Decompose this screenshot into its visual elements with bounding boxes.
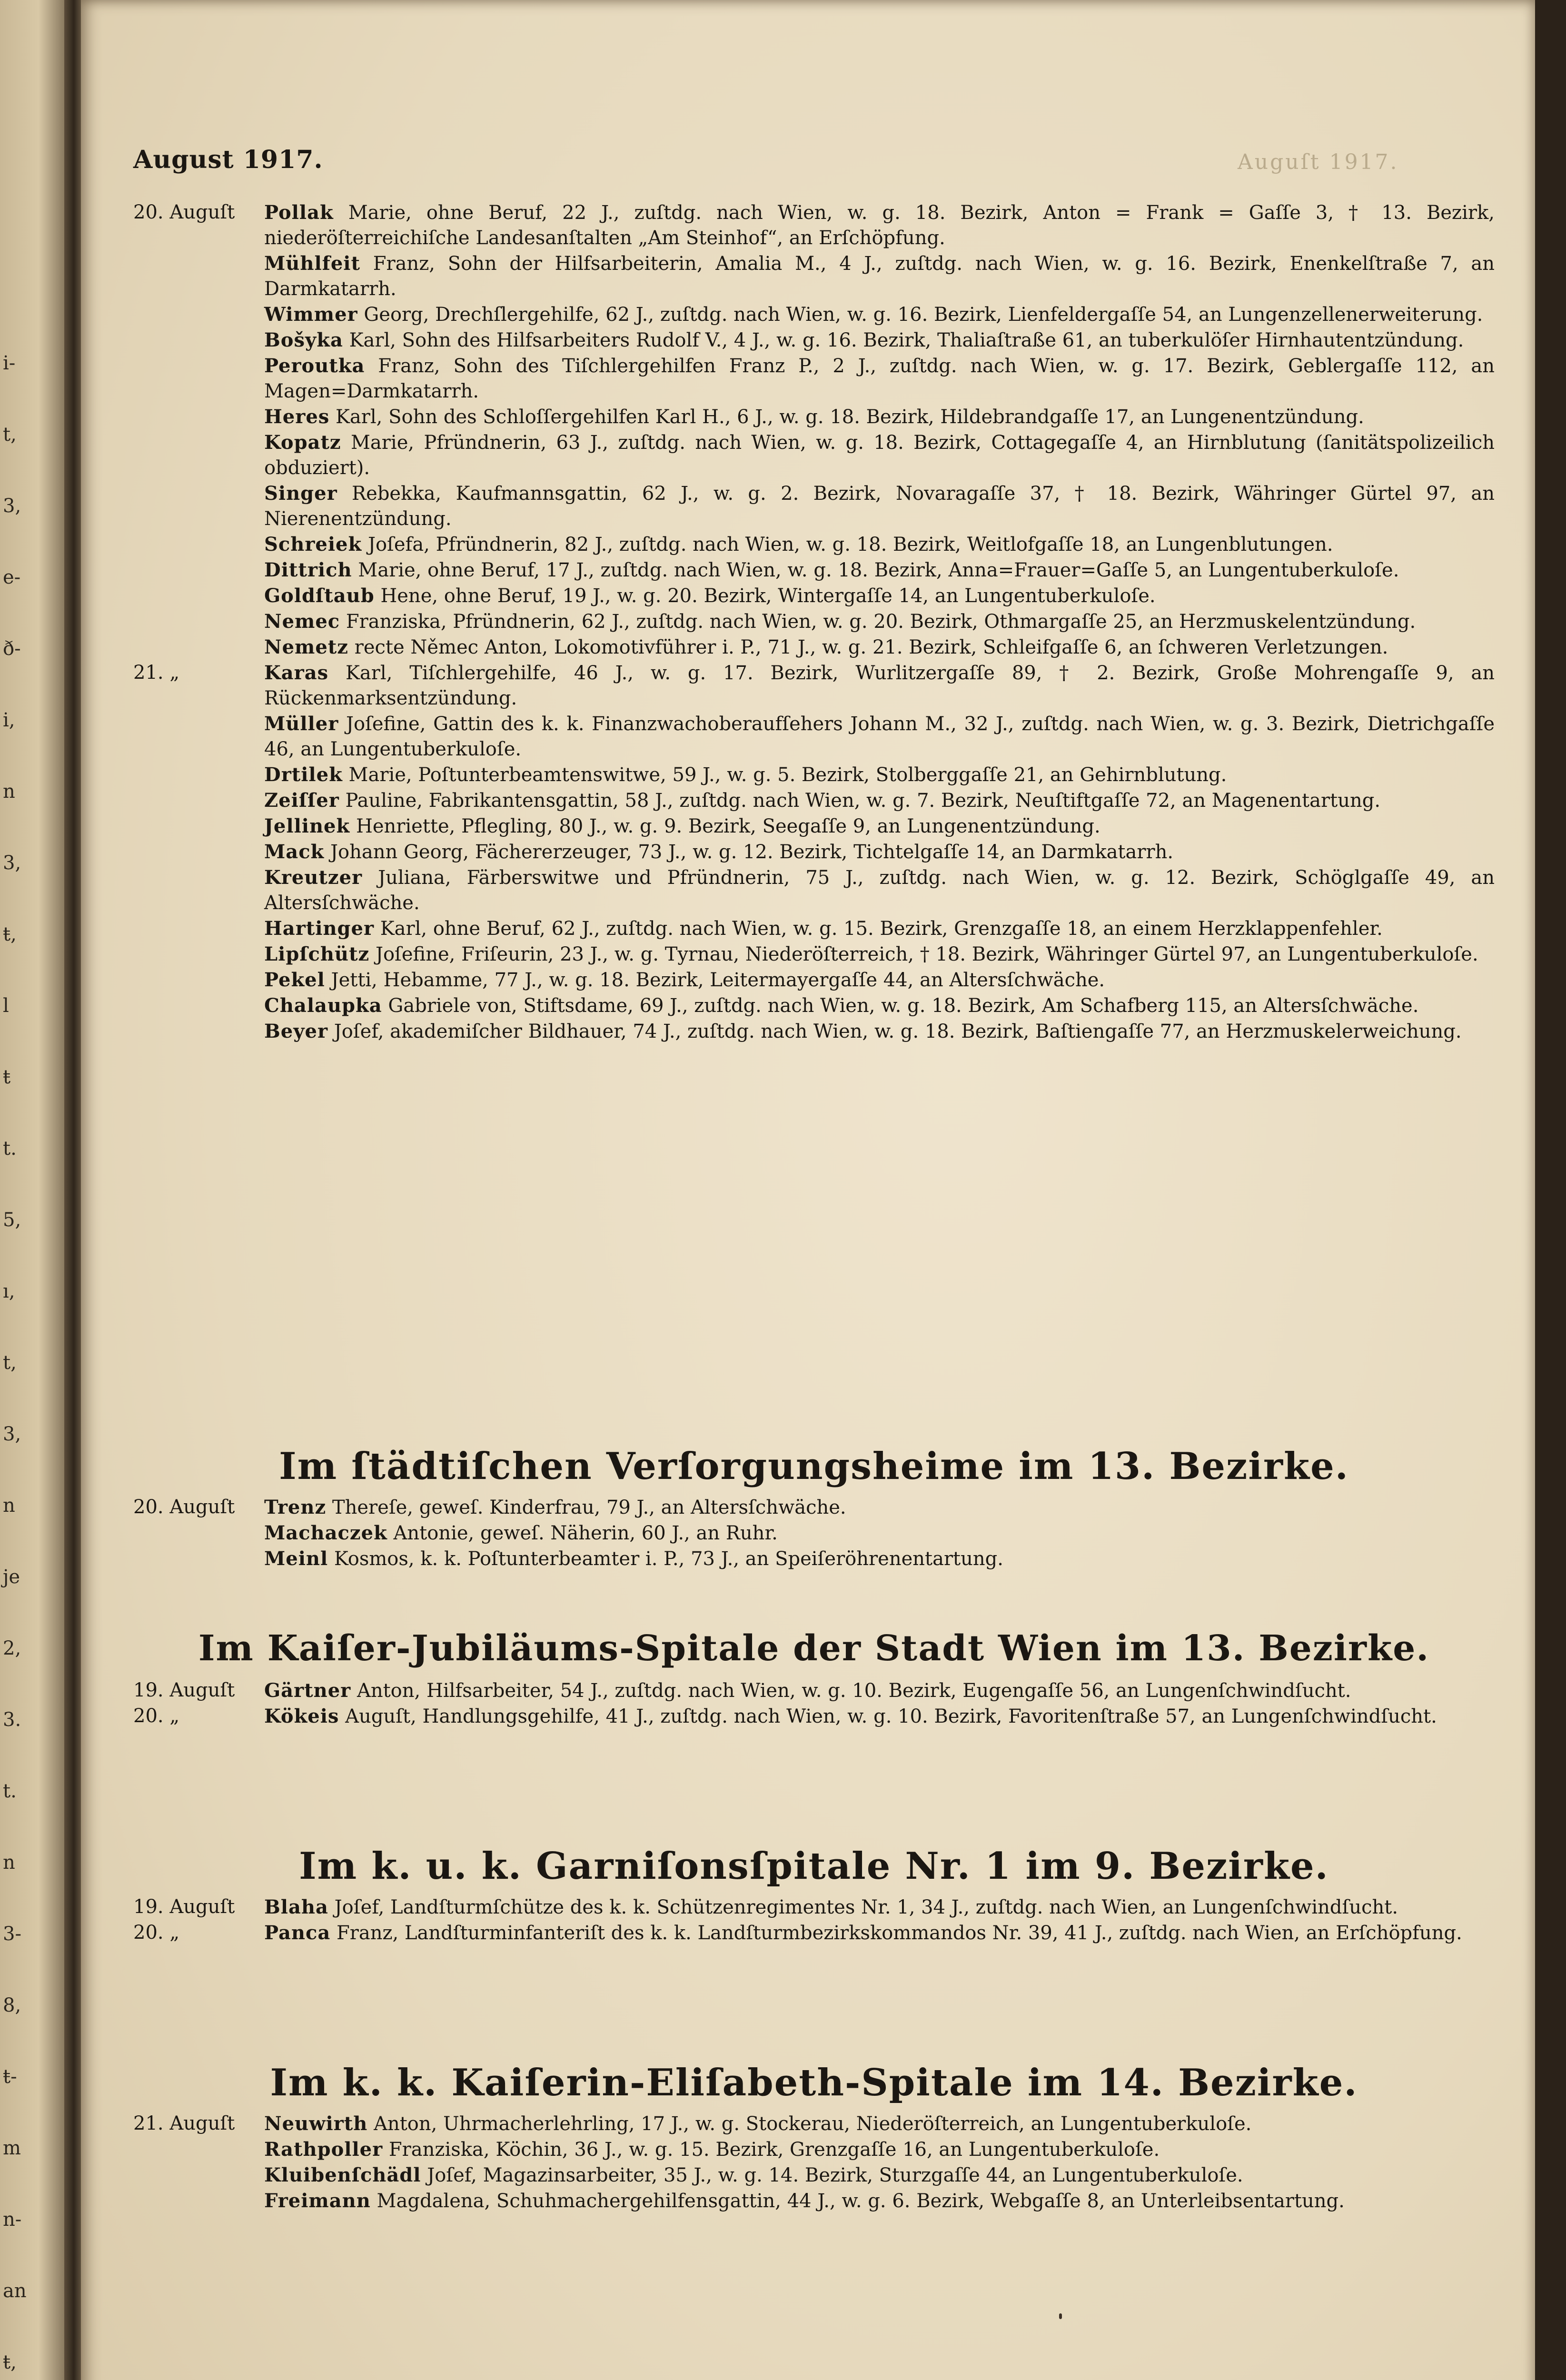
entry-body	[264, 788, 1495, 813]
book-spine	[64, 0, 83, 2380]
entry-body	[264, 993, 1495, 1019]
previous-page-fragment: ŧ	[3, 1066, 11, 1088]
previous-page-fragment: n	[3, 781, 15, 803]
entry-surname: Kopatz	[264, 431, 341, 454]
entries-section-2	[133, 1894, 1495, 1946]
scan-background	[1535, 0, 1566, 2380]
entry-surname: Goldſtaub	[264, 585, 375, 607]
death-record-entry	[133, 327, 1495, 353]
document-page	[81, 0, 1535, 2380]
entry-surname: Neuwirth	[264, 2112, 368, 2135]
death-record-entry	[133, 532, 1495, 557]
entries-main	[133, 200, 1495, 1044]
section-title-0: Im ſtädtiſchen Verſorgungsheime im 13. Bezirke.	[279, 1445, 1349, 1488]
section-title-1: Im Kaiſer-Jubiläums-Spitale der Stadt Wien im 13. Bezirke.	[198, 1628, 1430, 1669]
entry-details: Karl, Sohn des Hilfsarbeiters Rudolf V., 4 J., w. g. 16. Bezirk, Thaliaſtraße 61, an tuberkulöſer Hirnhautentzündung.	[349, 329, 1464, 351]
entry-surname: Pekel	[264, 969, 325, 991]
death-record-entry	[133, 2137, 1495, 2162]
previous-page-fragment: ŧ,	[3, 2351, 17, 2373]
entry-surname: Kökeis	[264, 1705, 339, 1727]
entry-details: Juliana, Färberswitwe und Pfründnerin, 75 J., zuſtdg. nach Wien, w. g. 12. Bezirk, Schöglgaſſe 49, an Altersſchwäche.	[264, 867, 1495, 914]
entry-details: Joſefine, Gattin des k. k. Finanzwachoberaufſehers Johann M., 32 J., zuſtdg. nach Wien, w. g. 3. Bezirk, Dietrichgaſſe 46, an Lungentuberkuloſe.	[264, 713, 1495, 760]
entry-surname: Kluibenſchädl	[264, 2164, 421, 2186]
entry-surname: Hartinger	[264, 917, 375, 940]
entry-body	[264, 583, 1495, 609]
death-record-entry	[133, 1678, 1495, 1704]
entry-surname: Dittrich	[264, 559, 352, 581]
entry-surname: Peroutka	[264, 355, 365, 377]
death-record-entry	[133, 2188, 1495, 2214]
death-record-entry	[133, 251, 1495, 302]
death-record-entry	[133, 942, 1495, 967]
entry-body	[264, 1019, 1495, 1044]
entry-body	[264, 1546, 1495, 1572]
entry-details: Pauline, Fabrikantensgattin, 58 J., zuſtdg. nach Wien, w. g. 7. Bezirk, Neuſtiftgaſſe 72, an Magenentartung.	[345, 790, 1381, 812]
previous-page-fragment: ŧ,	[3, 923, 17, 945]
previous-page-fragment: ŧ-	[3, 2066, 17, 2088]
entry-surname: Zeiſſer	[264, 789, 339, 812]
entry-body	[264, 660, 1495, 711]
previous-page-edge	[0, 0, 64, 2380]
entry-details: Franz, Landſturminfanteriſt des k. k. Landſturmbezirkskommandos Nr. 39, 41 J., zuſtdg. nach Wien, an Erſchöpfung.	[337, 1922, 1462, 1944]
entries-section-0	[133, 1495, 1495, 1572]
entry-date: 20. Auguſt	[133, 201, 235, 223]
entry-details: Marie, Poſtunterbeamtenswitwe, 59 J., w. g. 5. Bezirk, Stolberggaſſe 21, an Gehirnblutung.	[348, 764, 1227, 786]
entry-date: 19. Auguſt	[133, 1679, 235, 1701]
death-record-entry	[133, 609, 1495, 635]
previous-page-fragment: m	[3, 2137, 21, 2159]
entry-date: 20. Auguſt	[133, 1496, 235, 1518]
ink-speck	[1059, 2313, 1062, 2319]
death-record-entry	[133, 2111, 1495, 2137]
entry-details: Johann Georg, Fächererzeuger, 73 J., w. g. 12. Bezirk, Tichtelgaſſe 14, an Darmkatarrh.	[330, 841, 1174, 863]
entry-body	[264, 557, 1495, 583]
entry-surname: Panca	[264, 1922, 331, 1944]
entry-surname: Nemetz	[264, 636, 348, 658]
entry-body	[264, 609, 1495, 635]
previous-page-fragment: 3,	[3, 852, 21, 874]
entry-details: Karl, Sohn des Schloſſergehilfen Karl H., 6 J., w. g. 18. Bezirk, Hildebrandgaſſe 17, an Lungenentzündung.	[336, 406, 1364, 428]
entry-body	[264, 865, 1495, 916]
section-title-2: Im k. u. k. Garniſonsſpitale Nr. 1 im 9. Bezirke.	[299, 1844, 1329, 1888]
previous-page-fragment: 8,	[3, 1994, 21, 2016]
entry-details: Jetti, Hebamme, 77 J., w. g. 18. Bezirk, Leitermayergaſſe 44, an Altersſchwäche.	[331, 969, 1105, 991]
entry-surname: Freimann	[264, 2190, 371, 2212]
entry-surname: Beyer	[264, 1020, 328, 1042]
previous-page-fragment: i-	[3, 352, 16, 374]
entry-surname: Trenz	[264, 1496, 327, 1518]
death-record-entry	[133, 1495, 1495, 1520]
entry-details: Franz, Sohn der Hilfsarbeiterin, Amalia M., 4 J., zuſtdg. nach Wien, w. g. 16. Bezirk, Enenkelſtraße 7, an Darmkatarrh.	[264, 253, 1495, 300]
entry-details: Henriette, Pflegling, 80 J., w. g. 9. Bezirk, Seegaſſe 9, an Lungenentzündung.	[356, 815, 1100, 837]
entry-body	[264, 711, 1495, 762]
entry-surname: Jellinek	[264, 815, 350, 837]
death-record-entry	[133, 1019, 1495, 1044]
death-record-entry	[133, 635, 1495, 660]
death-record-entry	[133, 2162, 1495, 2188]
entry-surname: Heres	[264, 406, 330, 428]
death-record-entry	[133, 1546, 1495, 1572]
entry-body	[264, 251, 1495, 302]
death-record-entry	[133, 481, 1495, 532]
entry-details: Karl, Tiſchlergehilfe, 46 J., w. g. 17. Bezirk, Wurlitzergaſſe 89, † 2. Bezirk, Große Mohrengaſſe 9, an Rückenmarksentzündung.	[264, 662, 1495, 709]
entry-details: Marie, ohne Beruf, 17 J., zuſtdg. nach Wien, w. g. 18. Bezirk, Anna=Frauer=Gaſſe 5, an Lungentuberkuloſe.	[358, 559, 1399, 581]
page-header: August 1917.	[133, 145, 323, 174]
entry-surname: Bošyka	[264, 329, 343, 351]
entry-details: Marie, Pfründnerin, 63 J., zuſtdg. nach Wien, w. g. 18. Bezirk, Cottagegaſſe 4, an Hirnblutung (ſanitätspolizeilich obduziert).	[264, 432, 1495, 479]
entry-surname: Lipſchütz	[264, 943, 370, 965]
entry-surname: Müller	[264, 713, 339, 735]
entry-body	[264, 302, 1495, 327]
previous-page-fragment: n	[3, 1495, 15, 1517]
entry-surname: Nemec	[264, 610, 340, 633]
previous-page-fragment: l	[3, 995, 9, 1017]
entry-date: 21. „	[133, 662, 180, 684]
entry-body	[264, 813, 1495, 839]
entry-body	[264, 916, 1495, 942]
death-record-entry	[133, 1520, 1495, 1546]
previous-page-fragment: 3.	[3, 1709, 21, 1731]
entry-body	[264, 635, 1495, 660]
previous-page-fragment: ð-	[3, 638, 21, 660]
death-record-entry	[133, 200, 1495, 251]
entry-body	[264, 762, 1495, 788]
entry-details: Joſefine, Friſeurin, 23 J., w. g. Tyrnau, Niederöſterreich, † 18. Bezirk, Währinger Gürtel 97, an Lungentuberkuloſe.	[375, 943, 1478, 965]
death-record-entry	[133, 1704, 1495, 1729]
previous-page-fragment: t,	[3, 424, 17, 446]
previous-page-fragment: 5,	[3, 1209, 21, 1231]
entry-date: 19. Auguſt	[133, 1896, 235, 1918]
entry-body	[264, 327, 1495, 353]
entry-surname: Pollak	[264, 201, 334, 224]
previous-page-fragment: t.	[3, 1780, 17, 1802]
death-record-entry	[133, 404, 1495, 430]
entry-body	[264, 532, 1495, 557]
entry-date: 20. „	[133, 1705, 180, 1727]
entry-details: Franziska, Köchin, 36 J., w. g. 15. Bezirk, Grenzgaſſe 16, an Lungentuberkuloſe.	[388, 2139, 1160, 2161]
entry-details: Magdalena, Schuhmachergehilfensgattin, 44 J., w. g. 6. Bezirk, Webgaſſe 8, an Unterleibsentartung.	[377, 2190, 1345, 2212]
entry-details: Kosmos, k. k. Poſtunterbeamter i. P., 73 J., an Speiſeröhrenentartung.	[334, 1548, 1003, 1570]
entry-surname: Rathpoller	[264, 2138, 383, 2161]
entry-details: Joſef, Magazinsarbeiter, 35 J., w. g. 14. Bezirk, Sturzgaſſe 44, an Lungentuberkuloſe.	[427, 2164, 1243, 2186]
entry-details: Joſef, akademiſcher Bildhauer, 74 J., zuſtdg. nach Wien, w. g. 18. Bezirk, Baſtiengaſſe 77, an Herzmuskelerweichung.	[334, 1021, 1462, 1042]
death-record-entry	[133, 813, 1495, 839]
entry-details: Anton, Uhrmacherlehrling, 17 J., w. g. Stockerau, Niederöſterreich, an Lungentuberkuloſe.	[374, 2113, 1252, 2135]
previous-page-fragment: je	[3, 1566, 20, 1588]
death-record-entry	[133, 583, 1495, 609]
entry-body	[264, 404, 1495, 430]
entry-body	[264, 1894, 1495, 1920]
previous-page-fragment: 3,	[3, 495, 21, 517]
entry-surname: Gärtner	[264, 1679, 351, 1702]
entry-details: Rebekka, Kaufmannsgattin, 62 J., w. g. 2. Bezirk, Novaragaſſe 37, † 18. Bezirk, Währinger Gürtel 97, an Nierenentzündung.	[264, 483, 1495, 530]
entry-body	[264, 430, 1495, 481]
entry-details: recte Němec Anton, Lokomotivführer i. P., 71 J., w. g. 21. Bezirk, Schleifgaſſe 6, an ſchweren Verletzungen.	[354, 636, 1388, 658]
death-record-entry	[133, 762, 1495, 788]
death-record-entry	[133, 1920, 1495, 1946]
entry-body	[264, 481, 1495, 532]
entry-body	[264, 2162, 1495, 2188]
entry-details: Hene, ohne Beruf, 19 J., w. g. 20. Bezirk, Wintergaſſe 14, an Lungentuberkuloſe.	[380, 585, 1156, 607]
entry-surname: Wimmer	[264, 303, 358, 326]
entry-surname: Singer	[264, 482, 337, 505]
death-record-entry	[133, 1894, 1495, 1920]
previous-page-fragment: t,	[3, 1352, 17, 1374]
previous-page-fragment: an	[3, 2280, 27, 2302]
entry-body	[264, 967, 1495, 993]
entry-body	[264, 200, 1495, 251]
entry-body	[264, 1678, 1495, 1704]
previous-page-fragment: i,	[3, 709, 15, 731]
death-record-entry	[133, 839, 1495, 865]
entry-details: Marie, ohne Beruf, 22 J., zuſtdg. nach Wien, w. g. 18. Bezirk, Anton = Frank = Gaſſe 3, † 13. Bezirk, niederöſterreichiſche Landesanſtalten „Am Steinhof“, an Erſchöpfung.	[264, 202, 1495, 249]
entry-surname: Blaha	[264, 1896, 328, 1918]
entry-body	[264, 1920, 1495, 1946]
previous-page-fragment: 2,	[3, 1637, 21, 1659]
section-title-3: Im k. k. Kaiſerin-Eliſabeth-Spitale im 14. Bezirke.	[270, 2061, 1358, 2104]
entries-section-1	[133, 1678, 1495, 1729]
previous-page-fragment: n-	[3, 2209, 22, 2231]
entry-surname: Karas	[264, 662, 329, 684]
entry-surname: Schreiek	[264, 533, 362, 555]
entry-body	[264, 2188, 1495, 2214]
previous-page-fragment: 3-	[3, 1923, 21, 1945]
death-record-entry	[133, 788, 1495, 813]
entry-surname: Mühlfeit	[264, 252, 360, 275]
previous-page-fragment: n	[3, 1852, 15, 1874]
previous-page-fragment: t.	[3, 1138, 17, 1160]
entries-section-3	[133, 2111, 1495, 2214]
death-record-entry	[133, 711, 1495, 762]
death-record-entry	[133, 430, 1495, 481]
entry-body	[264, 1704, 1495, 1729]
entry-body	[264, 839, 1495, 865]
entry-details: Franz, Sohn des Tiſchlergehilfen Franz P., 2 J., zuſtdg. nach Wien, w. g. 17. Bezirk, Geblergaſſe 112, an Magen=Darmkatarrh.	[264, 355, 1495, 402]
death-record-entry	[133, 660, 1495, 711]
entry-surname: Kreutzer	[264, 866, 363, 889]
entry-details: Anton, Hilfsarbeiter, 54 J., zuſtdg. nach Wien, w. g. 10. Bezirk, Eugengaſſe 56, an Lungenſchwindſucht.	[357, 1680, 1351, 1702]
entry-body	[264, 2111, 1495, 2137]
entry-details: Karl, ohne Beruf, 62 J., zuſtdg. nach Wien, w. g. 15. Bezirk, Grenzgaſſe 18, an einem Herzklappenfehler.	[380, 918, 1383, 940]
death-record-entry	[133, 916, 1495, 942]
death-record-entry	[133, 993, 1495, 1019]
previous-page-fragment: ı,	[3, 1280, 15, 1302]
page-header-show-through: Auguſt 1917.	[1238, 150, 1399, 174]
entry-details: Joſefa, Pfründnerin, 82 J., zuſtdg. nach Wien, w. g. 18. Bezirk, Weitlofgaſſe 18, an Lungenblutungen.	[367, 534, 1333, 555]
entry-details: Georg, Drechſlergehilfe, 62 J., zuſtdg. nach Wien, w. g. 16. Bezirk, Lienfeldergaſſe 54, an Lungenzellenerweiterung.	[364, 304, 1483, 326]
entry-body	[264, 1520, 1495, 1546]
death-record-entry	[133, 353, 1495, 404]
entry-details: Thereſe, geweſ. Kinderfrau, 79 J., an Altersſchwäche.	[332, 1497, 846, 1518]
entry-body	[264, 353, 1495, 404]
entry-surname: Mack	[264, 841, 325, 863]
previous-page-fragment: e-	[3, 566, 21, 588]
entry-body	[264, 1495, 1495, 1520]
entry-details: Antonie, geweſ. Näherin, 60 J., an Ruhr.	[393, 1522, 778, 1544]
entry-body	[264, 942, 1495, 967]
entry-body	[264, 2137, 1495, 2162]
entry-details: Joſef, Landſturmſchütze des k. k. Schützenregimentes Nr. 1, 34 J., zuſtdg. nach Wien, an Lungenſchwindſucht.	[334, 1896, 1398, 1918]
entry-surname: Chalaupka	[264, 994, 382, 1017]
entry-details: Gabriele von, Stiftsdame, 69 J., zuſtdg. nach Wien, w. g. 18. Bezirk, Am Schafberg 115, an Altersſchwäche.	[388, 995, 1419, 1017]
death-record-entry	[133, 302, 1495, 327]
previous-page-fragment: 3,	[3, 1423, 21, 1445]
entry-surname: Meinl	[264, 1547, 328, 1570]
entry-date: 20. „	[133, 1922, 180, 1944]
death-record-entry	[133, 967, 1495, 993]
entry-surname: Drtilek	[264, 764, 343, 786]
death-record-entry	[133, 557, 1495, 583]
death-record-entry	[133, 865, 1495, 916]
entry-surname: Machaczek	[264, 1522, 387, 1544]
entry-details: Franziska, Pfründnerin, 62 J., zuſtdg. nach Wien, w. g. 20. Bezirk, Othmargaſſe 25, an Herzmuskelentzündung.	[346, 611, 1416, 633]
entry-details: Auguſt, Handlungsgehilfe, 41 J., zuſtdg. nach Wien, w. g. 10. Bezirk, Favoritenſtraße 57, an Lungenſchwindſucht.	[345, 1706, 1437, 1727]
entry-date: 21. Auguſt	[133, 2112, 235, 2134]
